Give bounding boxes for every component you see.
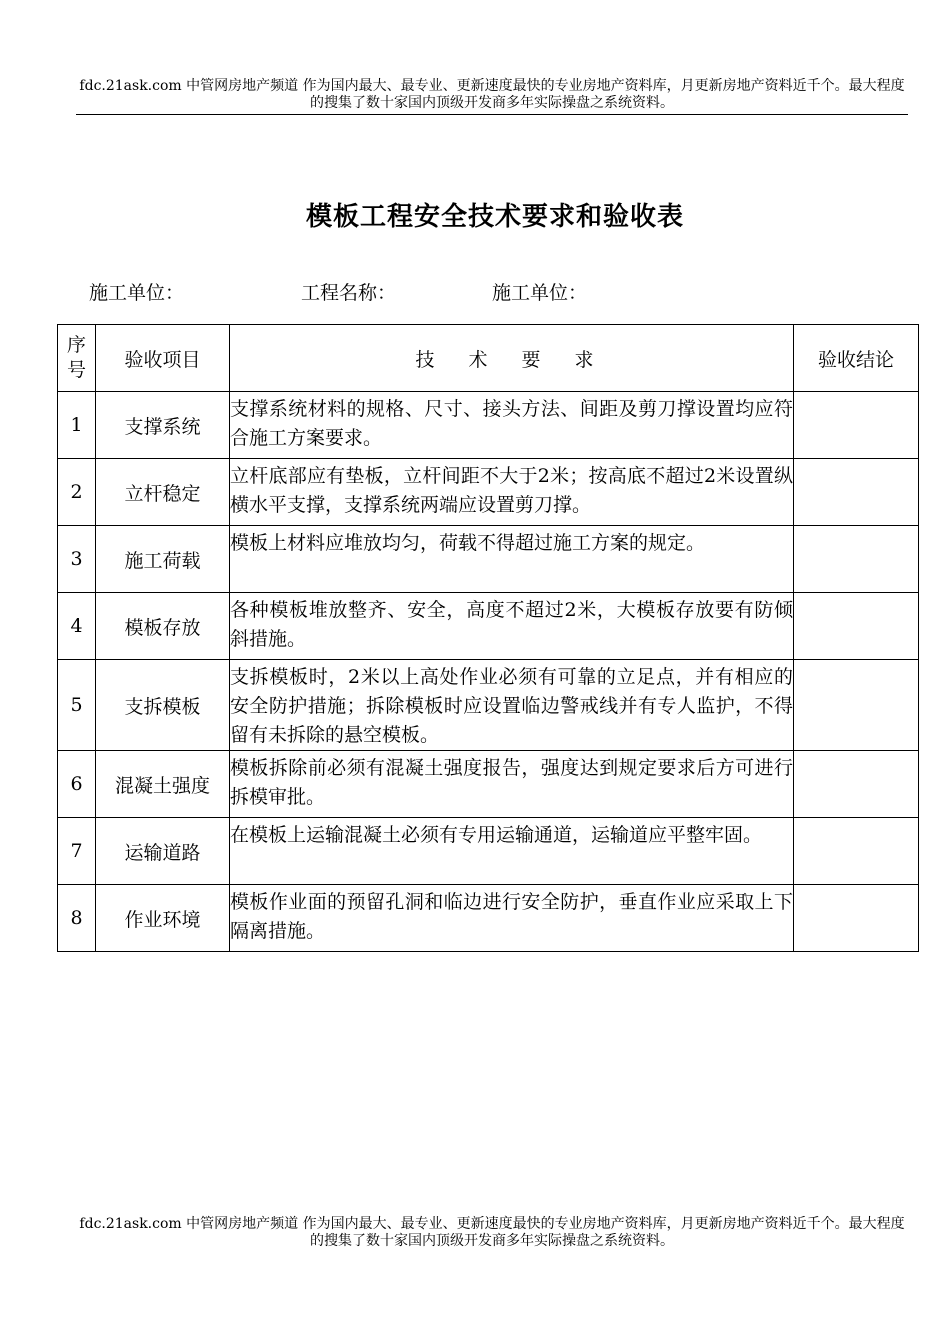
row-result <box>794 392 919 459</box>
row-requirement-text: 立杆底部应有垫板，立杆间距不大于2米；按高底不超过2米设置纵横水平支撑，支撑系统两端应设置剪刀撑。 <box>230 465 793 516</box>
row-result <box>794 751 919 818</box>
header-divider <box>76 114 908 115</box>
table-row <box>58 392 919 459</box>
header-result: 验收结论 <box>794 325 919 392</box>
project-name-label: 工程名称： <box>301 282 397 304</box>
row-item: 混凝土强度 <box>96 751 230 818</box>
row-result <box>794 885 919 952</box>
row-item: 施工荷载 <box>96 526 230 593</box>
row-result <box>794 818 919 885</box>
row-requirement <box>230 526 794 593</box>
construction-unit-label-2: 施工单位： <box>492 282 588 304</box>
row-no: 4 <box>58 593 96 660</box>
row-requirement <box>230 459 794 526</box>
table-row <box>58 459 919 526</box>
row-requirement <box>230 818 794 885</box>
row-no: 5 <box>58 660 96 751</box>
row-requirement <box>230 593 794 660</box>
row-item: 支拆模板 <box>96 660 230 751</box>
table-row <box>58 593 919 660</box>
row-requirement-text: 模板上材料应堆放均匀，荷载不得超过施工方案的规定。 <box>230 532 706 554</box>
row-requirement-text: 支撑系统材料的规格、尺寸、接头方法、间距及剪刀撑设置均应符合施工方案要求。 <box>230 398 793 449</box>
page-title: 模板工程安全技术要求和验收表 <box>305 202 684 232</box>
row-requirement-text: 支拆模板时，2米以上高处作业必须有可靠的立足点，并有相应的安全防护措施；拆除模板时应设置临边警戒线并有专人监护，不得留有未拆除的悬空模板。 <box>230 666 793 746</box>
row-result <box>794 593 919 660</box>
row-item: 立杆稳定 <box>96 459 230 526</box>
row-item: 支撑系统 <box>96 392 230 459</box>
row-requirement-text: 模板作业面的预留孔洞和临边进行安全防护，垂直作业应采取上下隔离措施。 <box>230 891 793 942</box>
row-requirement <box>230 751 794 818</box>
row-item: 模板存放 <box>96 593 230 660</box>
row-no: 1 <box>58 392 96 459</box>
header-note: fdc.21ask.com 中管网房地产频道 作为国内最大、最专业、更新速度最快的专业房地产资料库，月更新房地产资料近千个。最大程度的搜集了数十家国内顶级开发商多年实际操盘之系统资料。 <box>79 78 905 111</box>
row-item: 作业环境 <box>96 885 230 952</box>
table-header-row <box>58 325 919 392</box>
row-no: 8 <box>58 885 96 952</box>
row-result <box>794 526 919 593</box>
row-requirement-text: 各种模板堆放整齐、安全，高度不超过2米，大模板存放要有防倾斜措施。 <box>230 599 793 650</box>
table-row <box>58 885 919 952</box>
row-no: 6 <box>58 751 96 818</box>
row-requirement <box>230 885 794 952</box>
header-no <box>58 325 96 392</box>
row-no: 7 <box>58 818 96 885</box>
table-row <box>58 818 919 885</box>
row-no: 2 <box>58 459 96 526</box>
table-row <box>58 751 919 818</box>
table-row <box>58 526 919 593</box>
acceptance-table <box>57 324 919 952</box>
header-no-text: 序 号 <box>66 334 86 381</box>
row-result <box>794 459 919 526</box>
row-requirement-text: 模板拆除前必须有混凝土强度报告，强度达到规定要求后方可进行拆模审批。 <box>230 757 793 808</box>
row-no: 3 <box>58 526 96 593</box>
table-row <box>58 660 919 751</box>
construction-unit-label: 施工单位： <box>89 282 185 304</box>
footer-note: fdc.21ask.com 中管网房地产频道 作为国内最大、最专业、更新速度最快的专业房地产资料库，月更新房地产资料近千个。最大程度的搜集了数十家国内顶级开发商多年实际操盘之系统资料。 <box>79 1216 905 1249</box>
header-requirement: 技 术 要 求 <box>230 325 794 392</box>
row-result <box>794 660 919 751</box>
row-requirement-text: 在模板上运输混凝土必须有专用运输通道，运输道应平整牢固。 <box>230 824 763 846</box>
row-requirement <box>230 392 794 459</box>
row-item: 运输道路 <box>96 818 230 885</box>
row-requirement <box>230 660 794 751</box>
header-item: 验收项目 <box>96 325 230 392</box>
